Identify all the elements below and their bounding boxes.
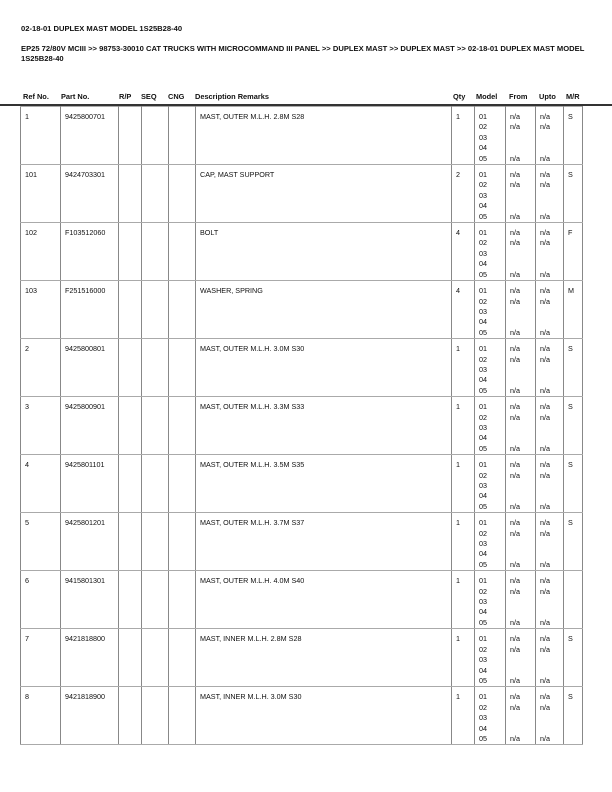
part-no-cell: 9424703301 — [61, 165, 119, 223]
qty-cell: 1 — [452, 629, 475, 687]
from-cell: n/a n/a n/a — [506, 571, 536, 629]
seq-cell — [142, 397, 169, 455]
model-cell: 01 02 03 04 05 — [475, 571, 506, 629]
qty-cell: 2 — [452, 165, 475, 223]
description-cell: MAST, OUTER M.L.H. 3.5M S35 — [196, 455, 452, 513]
part-no-cell: 9425800801 — [61, 339, 119, 397]
model-cell: 01 02 03 04 05 — [475, 281, 506, 339]
qty-cell: 1 — [452, 397, 475, 455]
table-row — [21, 223, 583, 281]
from-cell: n/a n/a n/a — [506, 513, 536, 571]
ref-cell: 8 — [21, 687, 61, 745]
description-cell: CAP, MAST SUPPORT — [196, 165, 452, 223]
ref-cell: 103 — [21, 281, 61, 339]
ref-cell: 2 — [21, 339, 61, 397]
rp-cell — [119, 455, 142, 513]
header-upto: Upto — [539, 92, 556, 101]
description-cell: MAST, OUTER M.L.H. 3.3M S33 — [196, 397, 452, 455]
table-row — [21, 571, 583, 629]
table-row — [21, 455, 583, 513]
breadcrumb: EP25 72/80V MCIII >> 98753-30010 CAT TRUCKS WITH MICROCOMMAND III PANEL >> DUPLEX MAST >> DUPLEX MAST >> 02-18-01 DUPLEX MAST MODEL 1S25B28-40 — [21, 44, 585, 63]
upto-cell: n/a n/a n/a — [536, 223, 564, 281]
parts-table — [20, 106, 583, 745]
table-row — [21, 629, 583, 687]
upto-cell: n/a n/a n/a — [536, 687, 564, 745]
ref-cell: 5 — [21, 513, 61, 571]
seq-cell — [142, 687, 169, 745]
seq-cell — [142, 455, 169, 513]
upto-cell: n/a n/a n/a — [536, 107, 564, 165]
table-row — [21, 513, 583, 571]
upto-cell: n/a n/a n/a — [536, 281, 564, 339]
part-no-cell: 9415801301 — [61, 571, 119, 629]
cng-cell — [169, 571, 196, 629]
upto-cell: n/a n/a n/a — [536, 165, 564, 223]
rp-cell — [119, 107, 142, 165]
table-row — [21, 687, 583, 745]
part-no-cell: 9425800701 — [61, 107, 119, 165]
cng-cell — [169, 339, 196, 397]
rp-cell — [119, 339, 142, 397]
mr-cell: S — [564, 629, 583, 687]
rp-cell — [119, 281, 142, 339]
upto-cell: n/a n/a n/a — [536, 339, 564, 397]
qty-cell: 1 — [452, 339, 475, 397]
mr-cell — [564, 571, 583, 629]
model-cell: 01 02 03 04 05 — [475, 339, 506, 397]
from-cell: n/a n/a n/a — [506, 629, 536, 687]
model-cell: 01 02 03 04 05 — [475, 687, 506, 745]
from-cell: n/a n/a n/a — [506, 687, 536, 745]
qty-cell: 1 — [452, 455, 475, 513]
from-cell: n/a n/a n/a — [506, 165, 536, 223]
mr-cell: S — [564, 339, 583, 397]
header-rp: R/P — [119, 92, 132, 101]
seq-cell — [142, 165, 169, 223]
model-cell: 01 02 03 04 05 — [475, 455, 506, 513]
from-cell: n/a n/a n/a — [506, 339, 536, 397]
mr-cell: F — [564, 223, 583, 281]
ref-cell: 4 — [21, 455, 61, 513]
part-no-cell: 9421818800 — [61, 629, 119, 687]
table-row — [21, 281, 583, 339]
seq-cell — [142, 223, 169, 281]
model-cell: 01 02 03 04 05 — [475, 629, 506, 687]
table-row — [21, 165, 583, 223]
seq-cell — [142, 339, 169, 397]
mr-cell: S — [564, 513, 583, 571]
header-part: Part No. — [61, 92, 90, 101]
header-model: Model — [476, 92, 498, 101]
table-row — [21, 339, 583, 397]
table-row — [21, 397, 583, 455]
qty-cell: 1 — [452, 571, 475, 629]
seq-cell — [142, 281, 169, 339]
cng-cell — [169, 629, 196, 687]
cng-cell — [169, 281, 196, 339]
cng-cell — [169, 513, 196, 571]
upto-cell: n/a n/a n/a — [536, 571, 564, 629]
qty-cell: 1 — [452, 513, 475, 571]
rp-cell — [119, 397, 142, 455]
part-no-cell: 9425800901 — [61, 397, 119, 455]
cng-cell — [169, 223, 196, 281]
model-cell: 01 02 03 04 05 — [475, 223, 506, 281]
table-row — [21, 107, 583, 165]
rp-cell — [119, 513, 142, 571]
cng-cell — [169, 165, 196, 223]
cng-cell — [169, 455, 196, 513]
part-no-cell: 9425801201 — [61, 513, 119, 571]
cng-cell — [169, 687, 196, 745]
qty-cell: 1 — [452, 107, 475, 165]
upto-cell: n/a n/a n/a — [536, 455, 564, 513]
header-cng: CNG — [168, 92, 185, 101]
qty-cell: 4 — [452, 223, 475, 281]
from-cell: n/a n/a n/a — [506, 281, 536, 339]
ref-cell: 3 — [21, 397, 61, 455]
mr-cell: S — [564, 455, 583, 513]
from-cell: n/a n/a n/a — [506, 397, 536, 455]
qty-cell: 1 — [452, 687, 475, 745]
description-cell: MAST, OUTER M.L.H. 3.7M S37 — [196, 513, 452, 571]
ref-cell: 1 — [21, 107, 61, 165]
header-from: From — [509, 92, 528, 101]
model-cell: 01 02 03 04 05 — [475, 397, 506, 455]
header-ref: Ref No. — [23, 92, 49, 101]
cng-cell — [169, 397, 196, 455]
description-cell: MAST, OUTER M.L.H. 2.8M S28 — [196, 107, 452, 165]
qty-cell: 4 — [452, 281, 475, 339]
ref-cell: 101 — [21, 165, 61, 223]
description-cell: WASHER, SPRING — [196, 281, 452, 339]
upto-cell: n/a n/a n/a — [536, 629, 564, 687]
ref-cell: 6 — [21, 571, 61, 629]
rp-cell — [119, 629, 142, 687]
cng-cell — [169, 107, 196, 165]
header-qty: Qty — [453, 92, 466, 101]
header-desc: Description Remarks — [195, 92, 269, 101]
model-cell: 01 02 03 04 05 — [475, 513, 506, 571]
mr-cell: S — [564, 397, 583, 455]
header-mr: M/R — [566, 92, 580, 101]
from-cell: n/a n/a n/a — [506, 455, 536, 513]
seq-cell — [142, 107, 169, 165]
page-title: 02-18-01 DUPLEX MAST MODEL 1S25B28-40 — [21, 24, 183, 33]
ref-cell: 7 — [21, 629, 61, 687]
description-cell: MAST, OUTER M.L.H. 3.0M S30 — [196, 339, 452, 397]
header-seq: SEQ — [141, 92, 157, 101]
description-cell: MAST, INNER M.L.H. 3.0M S30 — [196, 687, 452, 745]
mr-cell: S — [564, 687, 583, 745]
part-no-cell: 9421818900 — [61, 687, 119, 745]
mr-cell: M — [564, 281, 583, 339]
description-cell: MAST, OUTER M.L.H. 4.0M S40 — [196, 571, 452, 629]
from-cell: n/a n/a n/a — [506, 107, 536, 165]
seq-cell — [142, 571, 169, 629]
rp-cell — [119, 223, 142, 281]
part-no-cell: F103512060 — [61, 223, 119, 281]
rp-cell — [119, 571, 142, 629]
part-no-cell: F251516000 — [61, 281, 119, 339]
seq-cell — [142, 629, 169, 687]
model-cell: 01 02 03 04 05 — [475, 107, 506, 165]
seq-cell — [142, 513, 169, 571]
ref-cell: 102 — [21, 223, 61, 281]
from-cell: n/a n/a n/a — [506, 223, 536, 281]
upto-cell: n/a n/a n/a — [536, 513, 564, 571]
model-cell: 01 02 03 04 05 — [475, 165, 506, 223]
part-no-cell: 9425801101 — [61, 455, 119, 513]
mr-cell: S — [564, 107, 583, 165]
mr-cell: S — [564, 165, 583, 223]
rp-cell — [119, 687, 142, 745]
upto-cell: n/a n/a n/a — [536, 397, 564, 455]
description-cell: MAST, INNER M.L.H. 2.8M S28 — [196, 629, 452, 687]
rp-cell — [119, 165, 142, 223]
description-cell: BOLT — [196, 223, 452, 281]
